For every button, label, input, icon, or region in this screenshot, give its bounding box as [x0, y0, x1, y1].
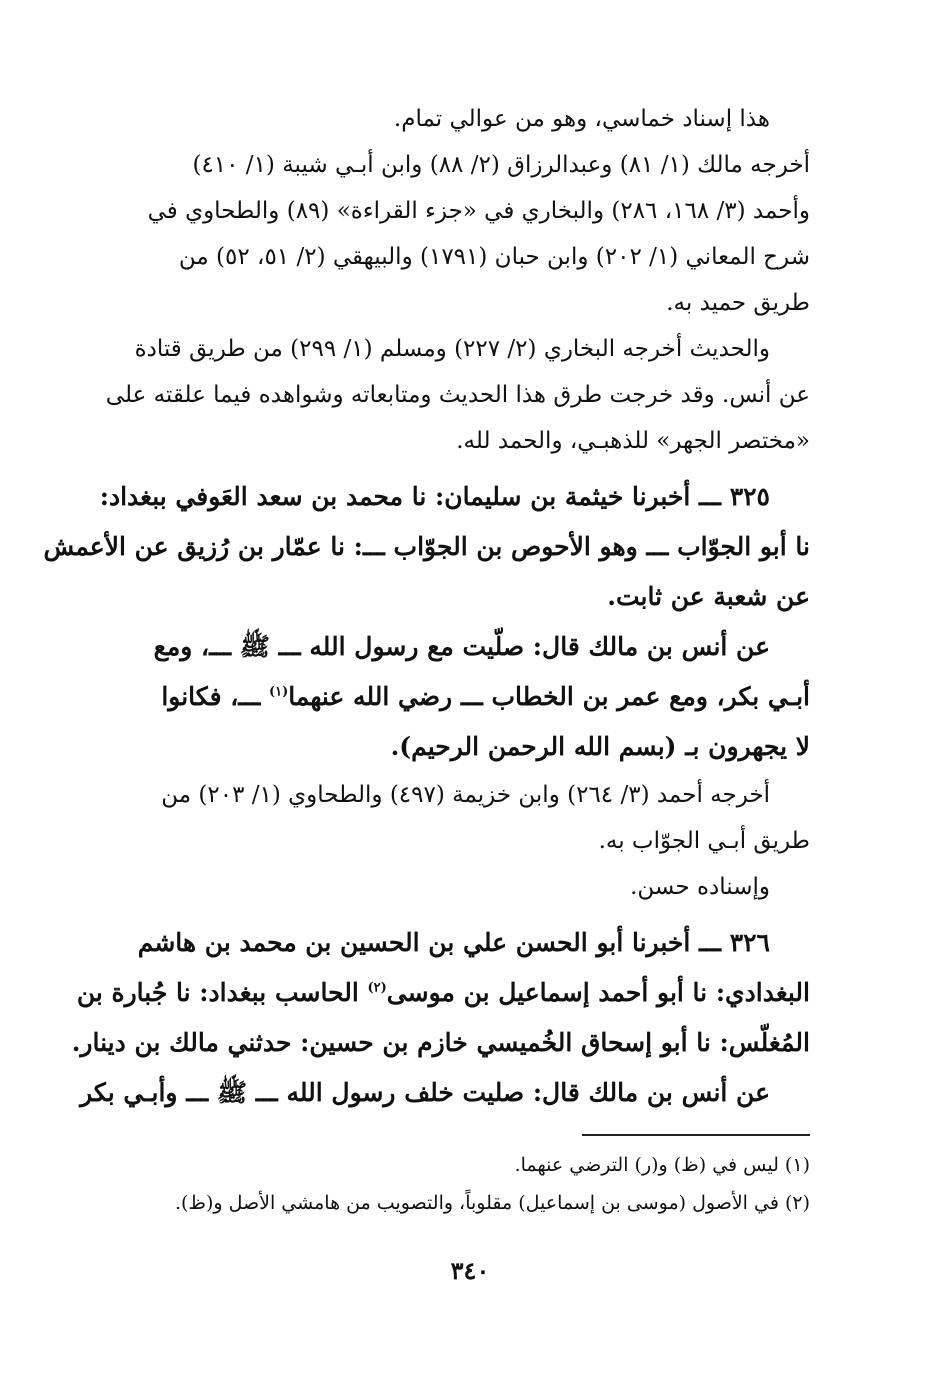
hadith-325-matn-line: لا يجهرون بـ (بسم الله الرحمن الرحيم). — [390, 732, 810, 761]
hadith-number: ٣٢٦ ـــ — [699, 928, 770, 957]
isnad-text: الحاسب ببغداد: نا جُبارة بن — [76, 978, 368, 1007]
paragraph-gap — [120, 464, 810, 472]
footnote-1: (١) ليس في (ظ) و(ر) الترضي عنهما. — [514, 1154, 810, 1176]
hadith-326-isnad-line — [120, 918, 810, 968]
hadith-number: ٣٢٥ ـــ — [699, 482, 770, 511]
takhrij-line: وإسناده حسن. — [630, 874, 770, 900]
hadith-325-isnad-line — [99, 472, 810, 522]
intro-line: شرح المعاني (١/ ٢٠٢) وابن حبان (١٧٩١) والبيهقي (٢/ ٥١، ٥٢) من — [178, 244, 810, 270]
intro-line: هذا إسناد خماسي، وهو من عوالي تمام. — [393, 106, 770, 132]
isnad-text: البغدادي: نا أبو أحمد إسماعيل بن موسى — [386, 978, 810, 1007]
isnad-text: أخبرنا خيثمة بن سليمان: نا محمد بن سعد العَوفي ببغداد: — [99, 482, 691, 511]
isnad-text: أخبرنا أبو الحسن علي بن الحسين بن محمد بن هاشم — [137, 928, 691, 957]
main-text — [43, 96, 810, 1118]
takhrij-line: طريق أبـي الجوّاب به. — [598, 828, 810, 854]
paragraph-gap — [120, 910, 810, 918]
page-number: ٣٤٠ — [450, 1256, 490, 1285]
hadith-325-isnad-line: نا أبو الجوّاب ـــ وهو الأحوص بن الجوّاب ـــ: نا عمّار بن رُزيق عن الأعمش — [43, 532, 810, 561]
hadith-326-matn-line: عن أنس بن مالك قال: صليت خلف رسول الله ـــ ﷺ ـــ وأبـي بكر — [80, 1078, 770, 1107]
matn-text: ـــ، فكانوا — [161, 682, 269, 711]
footnotes — [120, 1146, 810, 1222]
intro-line: عن أنس. وقد خرجت طرق هذا الحديث ومتابعاته وشواهده فيما علقته على — [105, 382, 810, 408]
footnote-marker[interactable]: (٢) — [367, 980, 387, 996]
takhrij-line: أخرجه أحمد (٣/ ٢٦٤) وابن خزيمة (٤٩٧) والطحاوي (١/ ٢٠٣) من — [161, 782, 770, 808]
footnote-2: (٢) في الأصول (موسى بن إسماعيل) مقلوباً، والتصويب من هامشي الأصل و(ظ). — [174, 1192, 810, 1214]
hadith-326-isnad-line: المُغلّس: نا أبو إسحاق الخُميسي خازم بن حسين: حدثني مالك بن دينار. — [71, 1028, 810, 1057]
hadith-325-matn-line: عن أنس بن مالك قال: صلّيت مع رسول الله ـــ ﷺ ـــ، ومع — [153, 632, 770, 661]
footnote-separator — [582, 1134, 810, 1136]
intro-line: وأحمد (٣/ ١٦٨، ٢٨٦) والبخاري في «جزء القراءة» (٨٩) والطحاوي في — [147, 198, 810, 224]
footnote-marker[interactable]: (١) — [268, 684, 289, 700]
hadith-325-matn-line — [120, 672, 810, 722]
intro-line: طريق حميد به. — [666, 290, 810, 316]
hadith-325-isnad-line: عن شعبة عن ثابت. — [607, 582, 810, 611]
intro-line: والحديث أخرجه البخاري (٢/ ٢٢٧) ومسلم (١/ ٢٩٩) من طريق قتادة — [134, 336, 770, 362]
hadith-326-isnad-line — [76, 968, 810, 1018]
intro-line: «مختصر الجهر» للذهبـي، والحمد لله. — [456, 428, 810, 454]
intro-line: أخرجه مالك (١/ ٨١) وعبدالرزاق (٢/ ٨٨) وابن أبـي شيبة (١/ ٤١٠) — [192, 152, 810, 178]
matn-text: أبـي بكر، ومع عمر بن الخطاب ـــ رضي الله عنهما — [288, 682, 810, 711]
